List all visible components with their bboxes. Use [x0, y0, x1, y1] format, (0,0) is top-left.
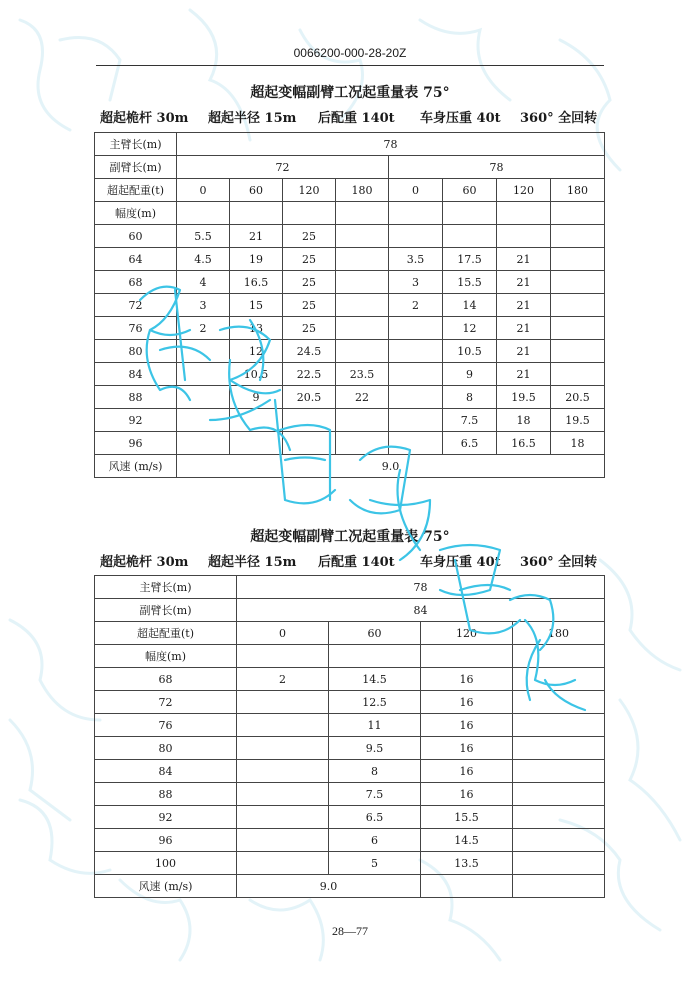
capacity-cell	[177, 363, 230, 386]
capacity-cell	[443, 225, 497, 248]
capacity-cell: 4.5	[177, 248, 230, 271]
capacity-cell: 19.5	[497, 386, 551, 409]
capacity-cell: 12	[230, 340, 283, 363]
capacity-cell: 18	[551, 432, 605, 455]
capacity-cell: 25	[283, 271, 336, 294]
page-number: 28—77	[332, 924, 368, 938]
radius-cell: 92	[95, 806, 237, 829]
capacity-cell: 16	[421, 760, 513, 783]
capacity-cell	[513, 668, 605, 691]
capacity-cell	[237, 829, 329, 852]
capacity-cell: 7.5	[443, 409, 497, 432]
main-boom-value: 78	[237, 576, 605, 599]
header-divider	[96, 65, 604, 66]
capacity-cell	[551, 363, 605, 386]
spec-counterweight: 后配重 140t	[318, 111, 395, 126]
capacity-cell	[551, 340, 605, 363]
capacity-cell	[551, 225, 605, 248]
capacity-cell	[237, 760, 329, 783]
capacity-cell: 22	[336, 386, 389, 409]
table-row	[95, 737, 605, 760]
capacity-cell	[389, 432, 443, 455]
spec-mast: 超起桅杆 30m	[100, 555, 189, 570]
table-row	[95, 248, 605, 271]
spec-slewing: 360° 全回转	[520, 111, 598, 126]
spec-radius: 超起半径 15m	[208, 111, 297, 126]
table-row	[95, 363, 605, 386]
capacity-cell: 3	[389, 271, 443, 294]
counterweight-header: 0	[237, 622, 329, 645]
capacity-cell: 24.5	[283, 340, 336, 363]
spec-mast: 超起桅杆 30m	[100, 111, 189, 126]
main-boom-label: 主臂长(m)	[95, 133, 177, 156]
capacity-cell: 13	[230, 317, 283, 340]
capacity-cell: 5.5	[177, 225, 230, 248]
jib-value-72: 72	[177, 156, 389, 179]
capacity-cell: 25	[283, 225, 336, 248]
radius-cell: 72	[95, 691, 237, 714]
capacity-cell	[513, 737, 605, 760]
counterweight-header: 120	[497, 179, 551, 202]
radius-cell: 76	[95, 714, 237, 737]
radius-cell: 96	[95, 432, 177, 455]
jib-value-78: 78	[389, 156, 605, 179]
capacity-cell	[237, 737, 329, 760]
capacity-cell	[336, 409, 389, 432]
capacity-cell: 20.5	[283, 386, 336, 409]
capacity-cell	[237, 852, 329, 875]
capacity-cell: 14	[443, 294, 497, 317]
capacity-cell: 9.5	[329, 737, 421, 760]
capacity-cell	[389, 386, 443, 409]
capacity-cell	[551, 294, 605, 317]
capacity-cell	[513, 806, 605, 829]
capacity-cell	[177, 409, 230, 432]
table1-title: 超起变幅副臂工况起重量表 75°	[250, 85, 450, 101]
radius-cell: 96	[95, 829, 237, 852]
wind-speed-value: 9.0	[237, 875, 421, 898]
capacity-cell: 10.5	[230, 363, 283, 386]
table-row	[95, 783, 605, 806]
capacity-cell	[336, 294, 389, 317]
jib-label: 副臂长(m)	[95, 156, 177, 179]
capacity-cell: 8	[443, 386, 497, 409]
capacity-cell: 21	[497, 363, 551, 386]
table-row	[95, 760, 605, 783]
capacity-cell: 16.5	[497, 432, 551, 455]
counterweight-header: 0	[177, 179, 230, 202]
counterweight-header: 180	[336, 179, 389, 202]
capacity-cell: 21	[497, 248, 551, 271]
capacity-cell: 13.5	[421, 852, 513, 875]
capacity-cell	[283, 409, 336, 432]
main-boom-value: 78	[177, 133, 605, 156]
counterweight-header: 60	[329, 622, 421, 645]
table-row	[95, 294, 605, 317]
capacity-cell: 16	[421, 691, 513, 714]
radius-cell: 64	[95, 248, 177, 271]
capacity-cell: 12	[443, 317, 497, 340]
capacity-cell: 14.5	[329, 668, 421, 691]
capacity-cell: 16	[421, 668, 513, 691]
capacity-cell: 18	[497, 409, 551, 432]
capacity-cell	[336, 271, 389, 294]
capacity-cell	[230, 432, 283, 455]
table-row	[95, 271, 605, 294]
radius-cell: 68	[95, 668, 237, 691]
radius-label: 幅度(m)	[95, 202, 177, 225]
capacity-cell	[389, 225, 443, 248]
capacity-cell	[389, 363, 443, 386]
capacity-cell	[513, 783, 605, 806]
capacity-cell	[513, 829, 605, 852]
radius-label: 幅度(m)	[95, 645, 237, 668]
counterweight-header: 0	[389, 179, 443, 202]
capacity-cell: 15.5	[443, 271, 497, 294]
capacity-cell: 9	[443, 363, 497, 386]
capacity-cell	[551, 317, 605, 340]
capacity-cell	[513, 760, 605, 783]
capacity-cell	[513, 691, 605, 714]
capacity-cell	[513, 852, 605, 875]
table-row	[95, 317, 605, 340]
counterweight-header: 180	[551, 179, 605, 202]
capacity-cell	[237, 691, 329, 714]
wind-speed-label: 风速 (m/s)	[95, 875, 237, 898]
capacity-cell	[237, 806, 329, 829]
capacity-cell: 19	[230, 248, 283, 271]
radius-cell: 88	[95, 783, 237, 806]
capacity-cell: 19.5	[551, 409, 605, 432]
capacity-cell: 17.5	[443, 248, 497, 271]
capacity-cell: 2	[237, 668, 329, 691]
radius-cell: 92	[95, 409, 177, 432]
capacity-cell	[389, 409, 443, 432]
counterweight-label: 超起配重(t)	[95, 179, 177, 202]
counterweight-header: 180	[513, 622, 605, 645]
radius-cell: 80	[95, 340, 177, 363]
table-row	[95, 806, 605, 829]
counterweight-label: 超起配重(t)	[95, 622, 237, 645]
capacity-cell: 16	[421, 737, 513, 760]
main-boom-label: 主臂长(m)	[95, 576, 237, 599]
capacity-cell: 20.5	[551, 386, 605, 409]
spec-counterweight: 后配重 140t	[318, 555, 395, 570]
capacity-cell: 21	[497, 271, 551, 294]
capacity-cell	[551, 271, 605, 294]
capacity-cell	[497, 225, 551, 248]
capacity-cell	[551, 248, 605, 271]
radius-cell: 88	[95, 386, 177, 409]
capacity-cell: 7.5	[329, 783, 421, 806]
radius-cell: 72	[95, 294, 177, 317]
capacity-cell: 2	[389, 294, 443, 317]
capacity-cell: 4	[177, 271, 230, 294]
table-row	[95, 340, 605, 363]
capacity-cell: 11	[329, 714, 421, 737]
capacity-cell	[336, 340, 389, 363]
capacity-cell	[237, 783, 329, 806]
capacity-cell: 14.5	[421, 829, 513, 852]
capacity-cell: 16	[421, 714, 513, 737]
capacity-cell	[336, 317, 389, 340]
spec-radius: 超起半径 15m	[208, 555, 297, 570]
capacity-cell: 12.5	[329, 691, 421, 714]
capacity-cell: 6	[329, 829, 421, 852]
table-row	[95, 432, 605, 455]
capacity-cell	[336, 225, 389, 248]
table-row	[95, 691, 605, 714]
capacity-cell: 2	[177, 317, 230, 340]
capacity-cell: 5	[329, 852, 421, 875]
table-row	[95, 668, 605, 691]
capacity-cell	[177, 340, 230, 363]
wind-speed-value: 9.0	[177, 455, 605, 478]
radius-cell: 60	[95, 225, 177, 248]
capacity-cell: 25	[283, 248, 336, 271]
capacity-cell: 25	[283, 294, 336, 317]
radius-cell: 100	[95, 852, 237, 875]
capacity-cell: 21	[497, 317, 551, 340]
capacity-cell	[389, 340, 443, 363]
counterweight-header: 60	[443, 179, 497, 202]
radius-cell: 84	[95, 363, 177, 386]
capacity-cell: 6.5	[329, 806, 421, 829]
capacity-cell: 15	[230, 294, 283, 317]
jib-label: 副臂长(m)	[95, 599, 237, 622]
capacity-cell: 8	[329, 760, 421, 783]
capacity-cell: 21	[230, 225, 283, 248]
capacity-cell	[237, 714, 329, 737]
capacity-cell	[389, 317, 443, 340]
capacity-cell	[177, 386, 230, 409]
load-chart-table-1	[94, 132, 605, 478]
capacity-cell: 25	[283, 317, 336, 340]
load-chart-table-2	[94, 575, 605, 898]
capacity-cell: 16	[421, 783, 513, 806]
capacity-cell: 21	[497, 340, 551, 363]
capacity-cell	[283, 432, 336, 455]
counterweight-header: 120	[283, 179, 336, 202]
capacity-cell: 3.5	[389, 248, 443, 271]
capacity-cell: 6.5	[443, 432, 497, 455]
capacity-cell: 15.5	[421, 806, 513, 829]
jib-value: 84	[237, 599, 605, 622]
radius-cell: 76	[95, 317, 177, 340]
table-row	[95, 225, 605, 248]
table2-title: 超起变幅副臂工况起重量表 75°	[250, 529, 450, 545]
capacity-cell: 21	[497, 294, 551, 317]
radius-cell: 80	[95, 737, 237, 760]
wind-speed-label: 风速 (m/s)	[95, 455, 177, 478]
spec-slewing: 360° 全回转	[520, 555, 598, 570]
capacity-cell	[336, 432, 389, 455]
capacity-cell: 10.5	[443, 340, 497, 363]
capacity-cell: 22.5	[283, 363, 336, 386]
capacity-cell	[230, 409, 283, 432]
capacity-cell: 3	[177, 294, 230, 317]
table-row	[95, 409, 605, 432]
capacity-cell: 9	[230, 386, 283, 409]
capacity-cell: 16.5	[230, 271, 283, 294]
capacity-cell	[513, 714, 605, 737]
document-id: 0066200-000-28-20Z	[293, 46, 407, 60]
counterweight-header: 120	[421, 622, 513, 645]
table-row	[95, 386, 605, 409]
radius-cell: 68	[95, 271, 177, 294]
spec-car-ballast: 车身压重 40t	[420, 555, 501, 570]
counterweight-header: 60	[230, 179, 283, 202]
capacity-cell: 23.5	[336, 363, 389, 386]
capacity-cell	[177, 432, 230, 455]
radius-cell: 84	[95, 760, 237, 783]
spec-car-ballast: 车身压重 40t	[420, 111, 501, 126]
table-row	[95, 829, 605, 852]
capacity-cell	[336, 248, 389, 271]
table-row	[95, 714, 605, 737]
table-row	[95, 852, 605, 875]
